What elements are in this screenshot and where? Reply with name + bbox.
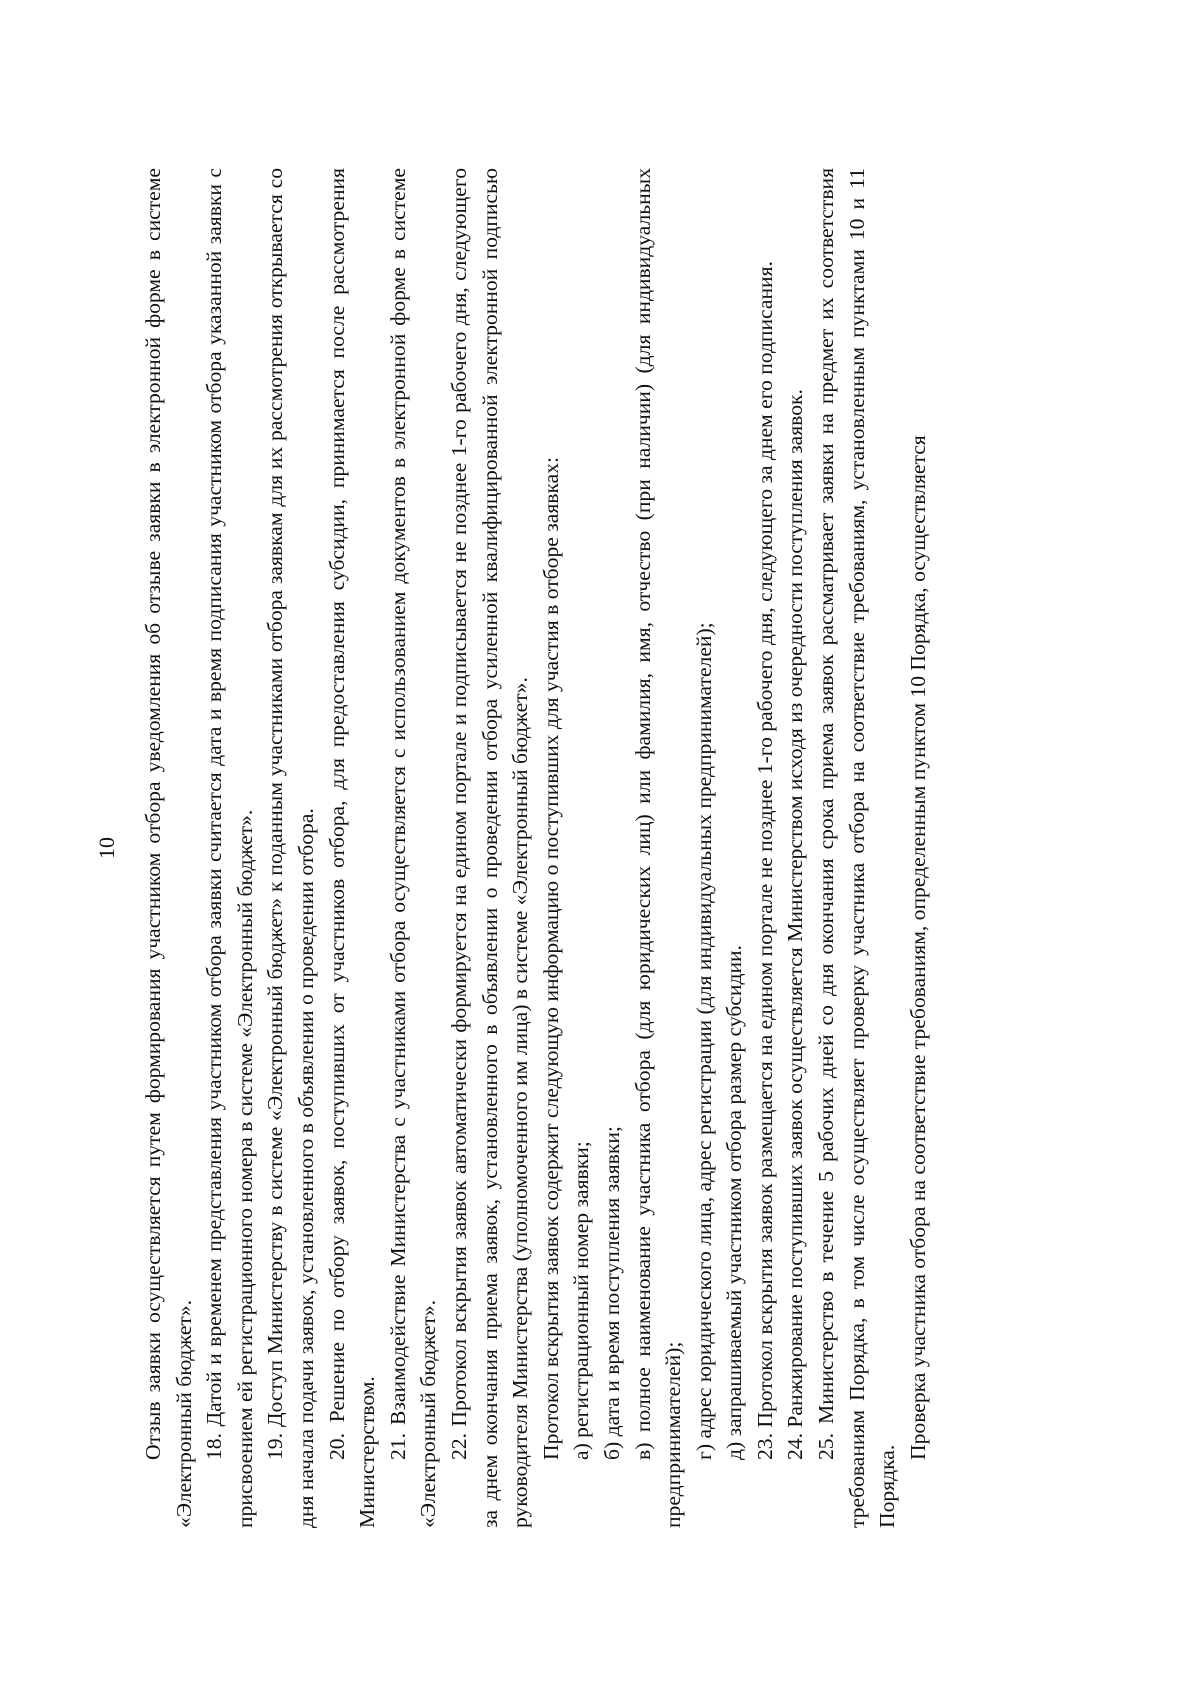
paragraph-18: 18. Датой и временем представления участником отбора заявки считается дата и время подписания участником отбора указанной заявки с присвоением ей регистрационного номера в системе «Электронный бюджет». — [202, 168, 257, 1528]
paragraph-25: 25. Министерство в течение 5 рабочих дней со дня окончания срока приема заявок рассматривает заявки на предмет их соответствия требованиям Порядка, в том числе осуществляет проверку участника отбора на соответствие требованиям, установленным пунктами 10 и 11 Порядка. — [814, 168, 900, 1528]
document-body — [138, 168, 933, 1528]
list-item-d: д) запрашиваемый участником отбора размер субсидии. — [722, 945, 747, 1460]
rotated-page-content — [80, 88, 1120, 1608]
paragraph-check: Проверка участника отбора на соответствие требованиям, определенным пунктом 10 Порядка, осуществляется — [905, 435, 930, 1460]
paragraph-23: 23. Протокол вскрытия заявок размещается на едином портале не позднее 1-го рабочего дня, следующего за днем его подписания. — [752, 261, 777, 1460]
paragraph-protocol-contents: Протокол вскрытия заявок содержит следующую информацию о поступивших для участия в отборе заявках: — [538, 456, 563, 1460]
list-item-g: г) адрес юридического лица, адрес регистрации (для индивидуальных предпринимателей); — [691, 622, 716, 1460]
paragraph-21: 21. Взаимодействие Министерства с участниками отбора осуществляется с использованием документов в электронной форме в системе «Электронный бюджет». — [385, 168, 441, 1528]
paragraph-20: 20. Решение по отбору заявок, поступивших от участников отбора, для предоставления субсидии, принимается после рассмотрения Министерством. — [324, 168, 380, 1528]
list-item-a: а) регистрационный номер заявки; — [569, 1141, 594, 1460]
paragraph-22: 22. Протокол вскрытия заявок автоматически формируется на едином портале и подписывается не позднее 1-го рабочего дня, следующего за днем окончания приема заявок, установленного в объявлении о проведении отбора усиленной квалифицированной электронной подписью руководителя Министерства (уполномоченного им лица) в системе «Электронный бюджет». — [446, 168, 533, 1528]
page-number: 10 — [94, 837, 119, 859]
paragraph-24: 24. Ранжирование поступивших заявок осуществляется Министерством исходя из очередности поступления заявок. — [783, 389, 808, 1460]
list-item-b: б) дата и время поступления заявки; — [599, 1126, 624, 1460]
paragraph-19: 19. Доступ Министерству в системе «Электронный бюджет» к поданным участниками отбора заявкам для их рассмотрения открывается со дня начала подачи заявок, установленного в объявлении о проведении отбора. — [263, 168, 318, 1528]
paragraph-withdrawal: Отзыв заявки осуществляется путем формирования участником отбора уведомления об отзыве заявки в электронной форме в системе «Электронный бюджет». — [141, 168, 196, 1528]
list-item-v: в) полное наименование участника отбора (для юридических лиц) или фамилия, имя, отчество (при наличии) (для индивидуальных предпринимателей); — [630, 168, 686, 1528]
